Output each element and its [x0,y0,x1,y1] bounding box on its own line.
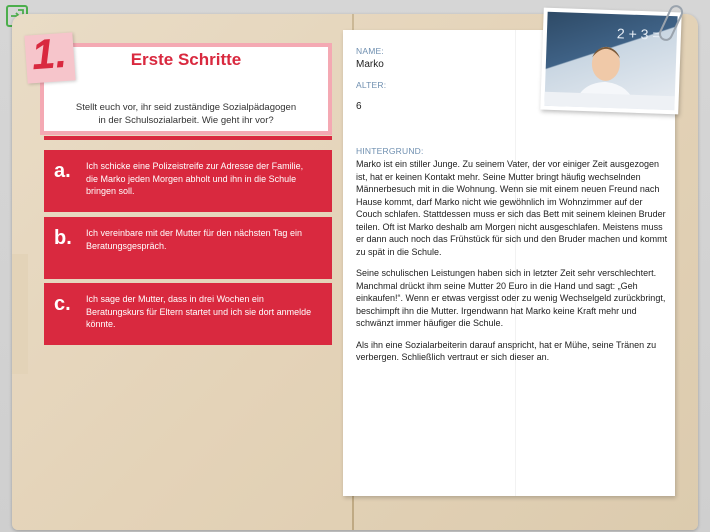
background-paragraph: Als ihn eine Sozialarbeiterin darauf anspricht, hat er Mühe, seine Tränen zu verbergen. Schließlich vertraut er sich dieser an. [356,339,657,362]
question-number: 1. [30,28,69,79]
age-label: ALTER: [356,80,387,90]
divider [44,136,332,140]
background-text [356,158,668,373]
background-paragraph: Marko ist ein stiller Junge. Zu seinem Vater, der vor einiger Zeit ausgezogen ist, hat er keinen Kontakt mehr. Seine Mutter bringt häufig wechselnden Männerbesuch mit in die Wohnung. Wenn sie mit einem neuen Freund nach Hause kommt, darf Marko nicht wie gewöhnlich im Wohnzimmer auf der Couch schlafen. Stattdessen muss er sich das Bett mit seinem kleinen Bruder teilen. Oft ist Marko deshalb am Morgen nicht ausgeschlafen. Meistens muss er dann auch noch das Frühstück für sich und den Bruder machen und kommt zu spät in die Schule. [356,159,668,257]
name-value: Marko [356,59,384,70]
question-number-badge [24,28,75,83]
background-label: HINTERGRUND: [356,146,424,156]
photo-image [544,12,677,110]
age-value: 6 [356,101,362,112]
chalkboard-text: 2 + 3 = [616,25,661,43]
folder-edge [12,254,28,374]
option-text: Ich schicke eine Polizeistreife zur Adresse der Familie, die Marko jeden Morgen abholt und ihn in die Schule bringen soll. [86,161,304,196]
option-letter: b. [54,227,72,249]
answer-option-a[interactable] [44,150,332,212]
question-title: Erste Schritte [130,50,242,69]
answer-option-b[interactable] [44,217,332,279]
child-photo [540,8,681,115]
background-paragraph: Seine schulischen Leistungen haben sich in letzter Zeit sehr verschlechtert. Manchmal drückt ihm seine Mutter 20 Euro in die Hand und sagt: „Geh einkaufen!“. Wenn er etwas vergisst oder zu wenig Wechselgeld zurückbringt, beschimpft ihn die Mutter. Irgendwann hat Marko keine Kraft mehr und schwänzt immer häufiger die Schule. [356,268,666,328]
option-letter: a. [54,160,71,182]
question-text: Stellt euch vor, ihr seid zuständige Sozialpädagogen in der Schulsozialarbeit. Wie geht ihr vor? [75,102,297,126]
name-label: NAME: [356,46,384,56]
option-letter: c. [54,293,71,315]
answer-option-c[interactable] [44,283,332,345]
question-card [40,43,332,135]
option-text: Ich vereinbare mit der Mutter für den nächsten Tag ein Beratungsgespräch. [86,228,302,251]
option-text: Ich sage der Mutter, dass in drei Wochen ein Beratungskurs für Eltern startet und ich sie dort anmelde könnte. [86,294,312,329]
